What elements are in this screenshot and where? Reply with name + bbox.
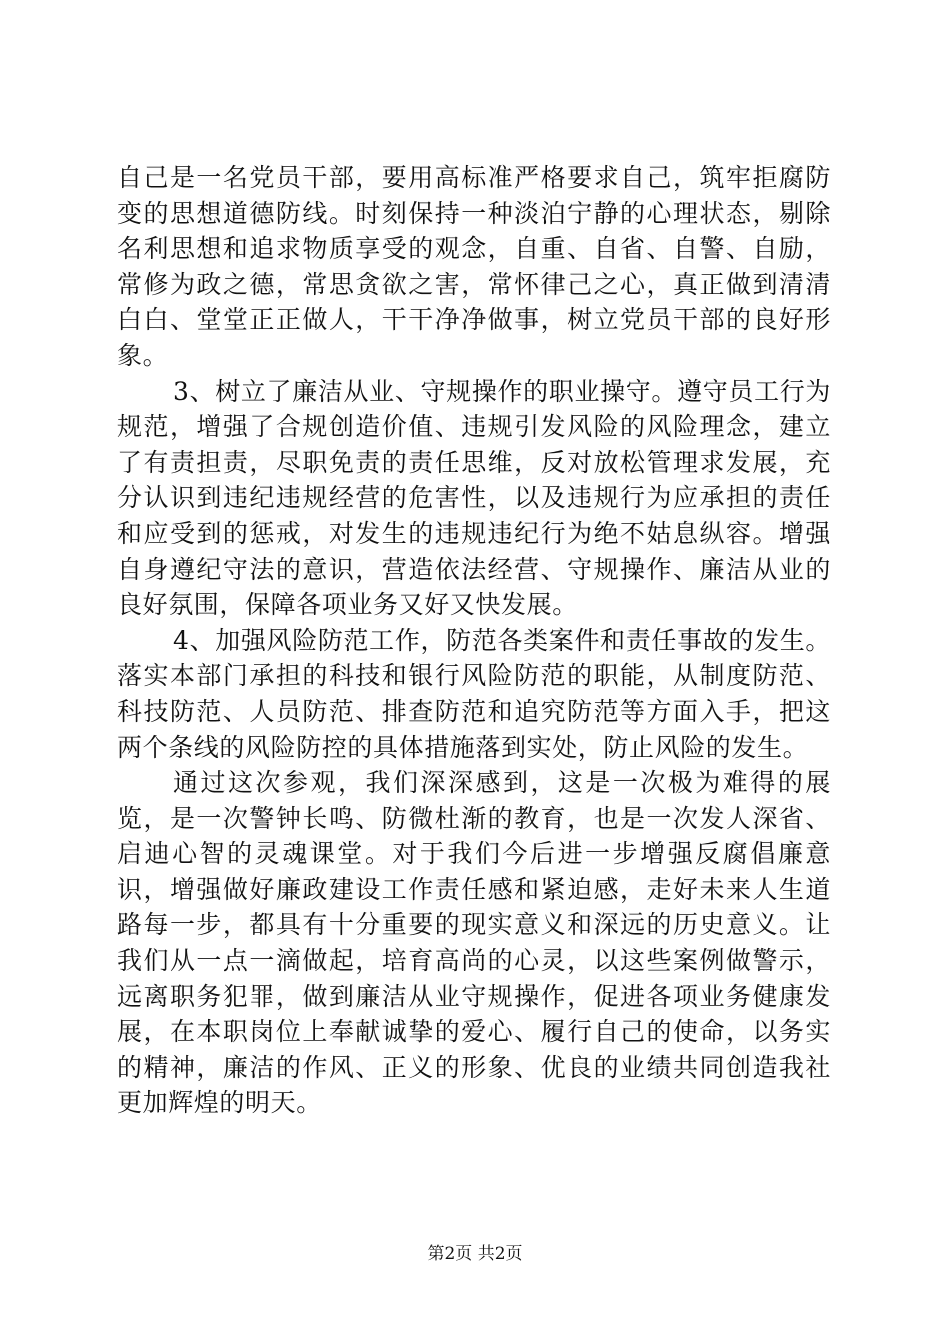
paragraph-continuation: 自己是一名党员干部，要用高标准严格要求自己，筑牢拒腐防变的思想道德防线。时刻保持一种淡泊宁静的心理状态，剔除名利思想和追求物质享受的观念，自重、自省、自警、自励，常修为政之德，常思贪欲之害，常怀律己之心，真正做到清清白白、堂堂正正做人，干干净净做事，树立党员干部的良好形象。 [117, 163, 831, 370]
paragraph-item-4: 4、加强风险防范工作，防范各类案件和责任事故的发生。落实本部门承担的科技和银行风险防范的职能，从制度防范、科技防范、人员防范、排查防范和追究防范等方面入手，把这两个条线的风险防控的具体措施落到实处，防止风险的发生。 [117, 625, 831, 762]
page-footer: 第2页 共2页 [427, 1244, 523, 1264]
paragraph-item-3: 3、树立了廉洁从业、守规操作的职业操守。遵守员工行为规范，增强了合规创造价值、违规引发风险的风险理念，建立了有责担责，尽职免责的责任思维，反对放松管理求发展，充分认识到违纪违规经营的危害性，以及违规行为应承担的责任和应受到的惩戒，对发生的违规违纪行为绝不姑息纵容。增强自身遵纪守法的意识，营造依法经营、守规操作、廉洁从业的良好氛围，保障各项业务又好又快发展。 [117, 376, 831, 620]
document-body [117, 160, 831, 1121]
paragraph-conclusion: 通过这次参观，我们深深感到，这是一次极为难得的展览，是一次警钟长鸣、防微杜渐的教育，也是一次发人深省、启迪心智的灵魂课堂。对于我们今后进一步增强反腐倡廉意识，增强做好廉政建设工作责任感和紧迫感，走好未来人生道路每一步，都具有十分重要的现实意义和深远的历史意义。让我们从一点一滴做起，培育高尚的心灵，以这些案例做警示，远离职务犯罪，做到廉洁从业守规操作，促进各项业务健康发展，在本职岗位上奉献诚挚的爱心、履行自己的使命，以务实的精神，廉洁的作风、正义的形象、优良的业绩共同创造我社更加辉煌的明天。 [117, 768, 831, 1118]
